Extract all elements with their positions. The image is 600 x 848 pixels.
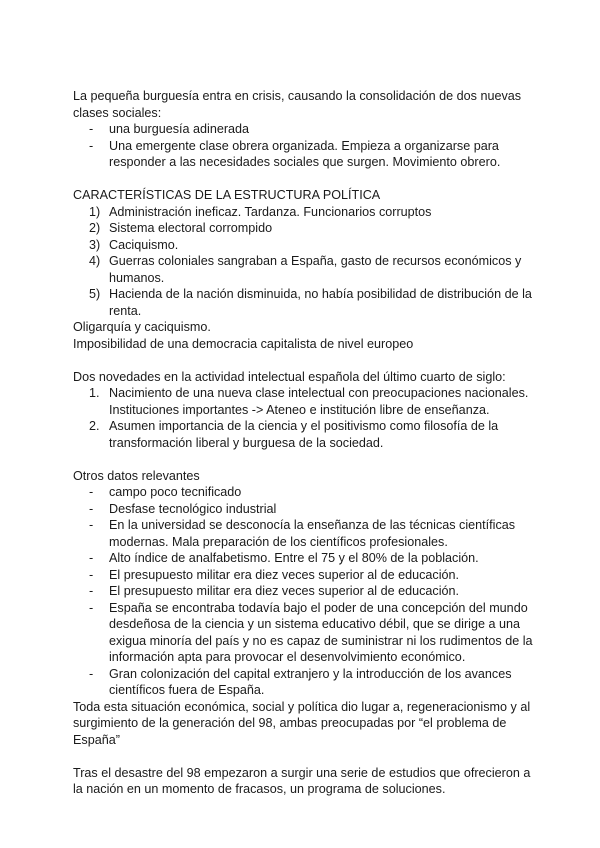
document-body [73,88,533,798]
list-item: 2. Asumen importancia de la ciencia y el positivismo como filosofía de la transformación liberal y burguesa de la sociedad. [89,419,499,450]
dash-bullet: - [89,584,94,598]
dash-bullet: - [89,122,94,136]
dash-bullet: - [89,551,94,565]
list-item: - Alto índice de analfabetismo. Entre el 75 y el 80% de la población. [89,551,479,565]
list-item: - El presupuesto militar era diez veces superior al de educación. [89,567,460,582]
list-item: - una burguesía adinerada [89,122,250,136]
otros-list [73,484,533,699]
novedades-list [73,385,533,451]
list-item: 3) Caciquismo. [89,237,179,252]
otros-closing: Toda esta situación económica, social y política dio lugar a, regeneracionismo y al surgimiento de la generación del 98, ambas preocupadas por “el problema de España” [73,699,531,747]
dash-bullet: - [89,518,94,532]
dash-bullet: - [89,501,94,516]
list-item: - Una emergente clase obrera organizada. Empieza a organizarse para responder a las necesidades sociales que surgen. Movimiento obrero. [89,138,501,169]
list-item: 5) Hacienda de la nación disminuida, no había posibilidad de distribución de la renta. [89,287,532,318]
dash-bullet: - [89,666,94,681]
politica-line-1: Oligarquía y caciquismo. [73,320,211,334]
social-classes-list [73,121,533,171]
dash-bullet: - [89,485,94,499]
politica-heading: CARACTERÍSTICAS DE LA ESTRUCTURA POLÍTICA [73,188,381,202]
dash-bullet: - [89,138,94,153]
novedades-heading: Dos novedades en la actividad intelectual española del último cuarto de siglo: [73,369,506,384]
list-item: 1) Administración ineficaz. Tardanza. Funcionarios corruptos [89,204,432,219]
politica-list [73,204,533,320]
otros-heading: Otros datos relevantes [73,468,200,483]
dash-bullet: - [89,600,94,615]
list-item: - El presupuesto militar era diez veces superior al de educación. [89,584,460,598]
final-paragraph: Tras el desastre del 98 empezaron a surgir una serie de estudios que ofrecieron a la nación en un momento de fracasos, un programa de soluciones. [73,765,531,796]
list-item: - España se encontraba todavía bajo el poder de una concepción del mundo desdeñosa de la ciencia y un sistema educativo débil, que se dirige a una exigua minoría del país y no es capaz de suministrar ni los rudimentos de la información apta para provocar el desenvolvimiento económico. [89,600,533,664]
list-item: - campo poco tecnificado [89,485,242,499]
list-item: 4) Guerras coloniales sangraban a España, gasto de recursos económicos y humanos. [89,254,522,285]
list-item: - Desfase tecnológico industrial [89,501,277,516]
list-item: - Gran colonización del capital extranjero y la introducción de los avances científicos fuera de España. [89,666,512,697]
list-item: 1. Nacimiento de una nueva clase intelectual con preocupaciones nacionales. Instituciones importantes -> Ateneo e institución libre de enseñanza. [89,386,529,417]
list-item: 2) Sistema electoral corrompido [89,221,273,235]
intro-paragraph: La pequeña burguesía entra en crisis, causando la consolidación de dos nuevas clases sociales: [73,89,522,120]
dash-bullet: - [89,567,94,582]
politica-line-2: Imposibilidad de una democracia capitalista de nivel europeo [73,336,414,351]
list-item: - En la universidad se desconocía la enseñanza de las técnicas científicas modernas. Mala preparación de los científicos profesionales. [89,518,516,549]
